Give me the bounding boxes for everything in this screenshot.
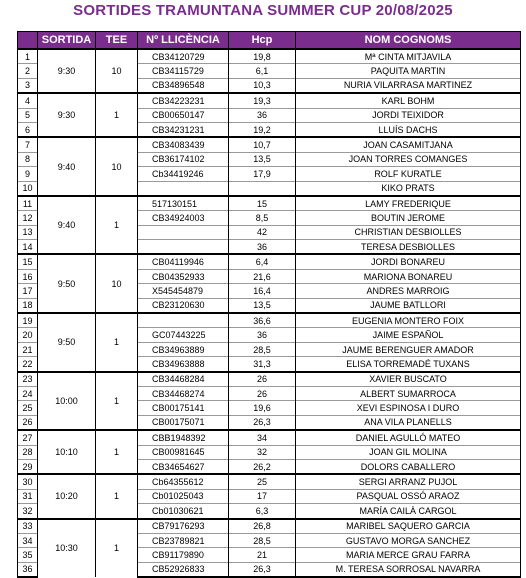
tee-number: 1 (96, 474, 138, 518)
header-llicencia: Nº LLICÈNCIA (138, 32, 229, 50)
player-name: LLUÍS DACHS (296, 122, 521, 137)
table-row (18, 93, 521, 108)
player-name: GUSTAVO MORGA SANCHEZ (296, 533, 521, 547)
row-number: 26 (18, 415, 38, 430)
license-number: CB34120729 (138, 49, 229, 64)
table-row (18, 430, 521, 445)
license-number: CB34896548 (138, 78, 229, 93)
player-name: JAUME BATLLORI (296, 298, 521, 313)
license-number: GC07443225 (138, 328, 229, 342)
player-name: ANA VILA PLANELLS (296, 415, 521, 430)
row-number: 8 (18, 152, 38, 166)
license-number: CB34083439 (138, 137, 229, 152)
start-time: 10:00 (38, 372, 96, 431)
tee-number: 1 (96, 372, 138, 431)
license-number (138, 313, 229, 328)
handicap: 21 (229, 548, 296, 562)
license-number: CB34468284 (138, 372, 229, 387)
handicap: 10,3 (229, 78, 296, 93)
player-name: KIKO PRATS (296, 181, 521, 196)
player-name: KARL BOHM (296, 93, 521, 108)
table-row (18, 196, 521, 211)
handicap: 36,6 (229, 313, 296, 328)
player-name: MARIA MERCE GRAU FARRA (296, 548, 521, 562)
player-name: LAMY FREDERIQUE (296, 196, 521, 211)
license-number (138, 240, 229, 255)
license-number: CB79176293 (138, 519, 229, 534)
license-number: X545454879 (138, 284, 229, 298)
tee-number: 1 (96, 93, 138, 137)
handicap: 34 (229, 430, 296, 445)
start-time: 9:40 (38, 196, 96, 255)
player-name: PAQUITA MARTIN (296, 64, 521, 78)
row-number: 15 (18, 254, 38, 269)
player-name: JAUME BERENGUER AMADOR (296, 342, 521, 356)
license-number: Cb64355612 (138, 474, 229, 489)
row-number: 31 (18, 489, 38, 503)
handicap: 10,7 (229, 137, 296, 152)
player-name: ALBERT SUMARROCA (296, 386, 521, 400)
row-number: 10 (18, 181, 38, 196)
table-header-row (18, 32, 521, 50)
license-number: CB04119946 (138, 254, 229, 269)
player-name: NURIA VILARRASA MARTINEZ (296, 78, 521, 93)
tee-times-table (17, 31, 521, 578)
license-number (138, 225, 229, 239)
start-time: 9:50 (38, 313, 96, 372)
row-number: 11 (18, 196, 38, 211)
row-number: 4 (18, 93, 38, 108)
header-hcp: Hcp (229, 32, 296, 50)
row-number: 24 (18, 386, 38, 400)
license-number: Cb01030621 (138, 504, 229, 519)
start-time: 9:30 (38, 49, 96, 93)
license-number: CB34223231 (138, 93, 229, 108)
handicap: 25 (229, 474, 296, 489)
license-number: CB36174102 (138, 152, 229, 166)
row-number: 17 (18, 284, 38, 298)
row-number: 9 (18, 167, 38, 181)
license-number: CB00175071 (138, 415, 229, 430)
handicap: 26,3 (229, 415, 296, 430)
handicap: 31,3 (229, 357, 296, 372)
player-name: Mª CINTA MITJAVILA (296, 49, 521, 64)
row-number: 19 (18, 313, 38, 328)
row-number: 22 (18, 357, 38, 372)
handicap (229, 181, 296, 196)
tee-number: 10 (96, 137, 138, 196)
handicap: 19,6 (229, 401, 296, 415)
license-number: CB00175141 (138, 401, 229, 415)
start-time: 10:10 (38, 430, 96, 474)
handicap: 26,3 (229, 562, 296, 577)
player-name: JAIME ESPAÑOL (296, 328, 521, 342)
license-number: 517130151 (138, 196, 229, 211)
handicap: 26,2 (229, 459, 296, 474)
license-number: CB34963888 (138, 357, 229, 372)
handicap: 32 (229, 445, 296, 459)
handicap: 26,8 (229, 519, 296, 534)
row-number: 6 (18, 122, 38, 137)
player-name: CHRISTIAN DESBIOLLES (296, 225, 521, 239)
table-row (18, 474, 521, 489)
player-name: TERESA DESBIOLLES (296, 240, 521, 255)
row-number: 3 (18, 78, 38, 93)
table-body (18, 49, 521, 577)
handicap: 36 (229, 108, 296, 122)
row-number: 34 (18, 533, 38, 547)
player-name: JORDI BONAREU (296, 254, 521, 269)
player-name: DOLORS CABALLERO (296, 459, 521, 474)
license-number (138, 181, 229, 196)
license-number: CBB1948392 (138, 430, 229, 445)
row-number: 25 (18, 401, 38, 415)
start-time: 10:20 (38, 474, 96, 518)
player-name: ELISA TORREMADÉ TUXANS (296, 357, 521, 372)
row-number: 35 (18, 548, 38, 562)
license-number: CB23120630 (138, 298, 229, 313)
tee-number: 1 (96, 430, 138, 474)
handicap: 26 (229, 372, 296, 387)
row-number: 20 (18, 328, 38, 342)
license-number: CB91179890 (138, 548, 229, 562)
license-number: CB34654627 (138, 459, 229, 474)
row-number: 16 (18, 269, 38, 283)
license-number: CB34231231 (138, 122, 229, 137)
table-row (18, 49, 521, 64)
license-number: CB34924003 (138, 211, 229, 225)
row-number: 7 (18, 137, 38, 152)
handicap: 16,4 (229, 284, 296, 298)
handicap: 6,3 (229, 504, 296, 519)
handicap: 13,5 (229, 152, 296, 166)
row-number: 12 (18, 211, 38, 225)
header-sortida: SORTIDA (38, 32, 96, 50)
license-number: CB00981645 (138, 445, 229, 459)
player-name: SERGI ARRANZ PUJOL (296, 474, 521, 489)
license-number: CB23789821 (138, 533, 229, 547)
player-name: JOAN GIL MOLINA (296, 445, 521, 459)
license-number: CB34963889 (138, 342, 229, 356)
handicap: 19,2 (229, 122, 296, 137)
table-row (18, 254, 521, 269)
row-number: 2 (18, 64, 38, 78)
player-name: ROLF KURATLE (296, 167, 521, 181)
handicap: 19,8 (229, 49, 296, 64)
license-number: Cb01025043 (138, 489, 229, 503)
row-number: 33 (18, 519, 38, 534)
row-number: 27 (18, 430, 38, 445)
header-nom-cognoms: NOM COGNOMS (296, 32, 521, 50)
handicap: 15 (229, 196, 296, 211)
row-number: 21 (18, 342, 38, 356)
tee-number: 1 (96, 313, 138, 372)
row-number: 32 (18, 504, 38, 519)
page-title: SORTIDES TRAMUNTANA SUMMER CUP 20/08/2025 (73, 2, 453, 19)
tee-number: 1 (96, 519, 138, 578)
handicap: 21,6 (229, 269, 296, 283)
handicap: 13,5 (229, 298, 296, 313)
start-time: 9:40 (38, 137, 96, 196)
player-name: BOUTIN JEROME (296, 211, 521, 225)
license-number: CB04352933 (138, 269, 229, 283)
tee-number: 10 (96, 254, 138, 313)
handicap: 42 (229, 225, 296, 239)
handicap: 28,5 (229, 342, 296, 356)
player-name: JOAN CASAMITJANA (296, 137, 521, 152)
license-number: CB34468274 (138, 386, 229, 400)
row-number: 29 (18, 459, 38, 474)
handicap: 17,9 (229, 167, 296, 181)
license-number: Cb34419246 (138, 167, 229, 181)
tee-number: 10 (96, 49, 138, 93)
row-number: 30 (18, 474, 38, 489)
handicap: 36 (229, 240, 296, 255)
row-number: 14 (18, 240, 38, 255)
player-name: M. TERESA SORROSAL NAVARRA (296, 562, 521, 577)
player-name: XEVI ESPINOSA I DURO (296, 401, 521, 415)
player-name: MARIBEL SAQUERO GARCIA (296, 519, 521, 534)
player-name: PASQUAL OSSÓ ARAOZ (296, 489, 521, 503)
handicap: 19,3 (229, 93, 296, 108)
row-number: 36 (18, 562, 38, 577)
player-name: MARÍA CAILÀ CARGOL (296, 504, 521, 519)
player-name: MARIONA BONAREU (296, 269, 521, 283)
table-row (18, 372, 521, 387)
row-number: 13 (18, 225, 38, 239)
table-row (18, 313, 521, 328)
tee-number: 1 (96, 196, 138, 255)
license-number: CB00650147 (138, 108, 229, 122)
table-row (18, 137, 521, 152)
handicap: 26 (229, 386, 296, 400)
handicap: 6,4 (229, 254, 296, 269)
row-number: 1 (18, 49, 38, 64)
row-number: 28 (18, 445, 38, 459)
license-number: CB52926833 (138, 562, 229, 577)
handicap: 8,5 (229, 211, 296, 225)
player-name: JORDI TEIXIDOR (296, 108, 521, 122)
table-row (18, 519, 521, 534)
row-number: 18 (18, 298, 38, 313)
header-tee: TEE (96, 32, 138, 50)
start-time: 9:30 (38, 93, 96, 137)
row-number: 23 (18, 372, 38, 387)
start-time: 10:30 (38, 519, 96, 578)
player-name: XAVIER BUSCATO (296, 372, 521, 387)
handicap: 6,1 (229, 64, 296, 78)
player-name: JOAN TORRES COMANGES (296, 152, 521, 166)
player-name: ANDRES MARROIG (296, 284, 521, 298)
license-number: CB34115729 (138, 64, 229, 78)
handicap: 17 (229, 489, 296, 503)
player-name: DANIEL AGULLÓ MATEO (296, 430, 521, 445)
header-index (18, 32, 38, 50)
start-time: 9:50 (38, 254, 96, 313)
handicap: 28,5 (229, 533, 296, 547)
handicap: 36 (229, 328, 296, 342)
player-name: EUGENIA MONTERO FOIX (296, 313, 521, 328)
row-number: 5 (18, 108, 38, 122)
